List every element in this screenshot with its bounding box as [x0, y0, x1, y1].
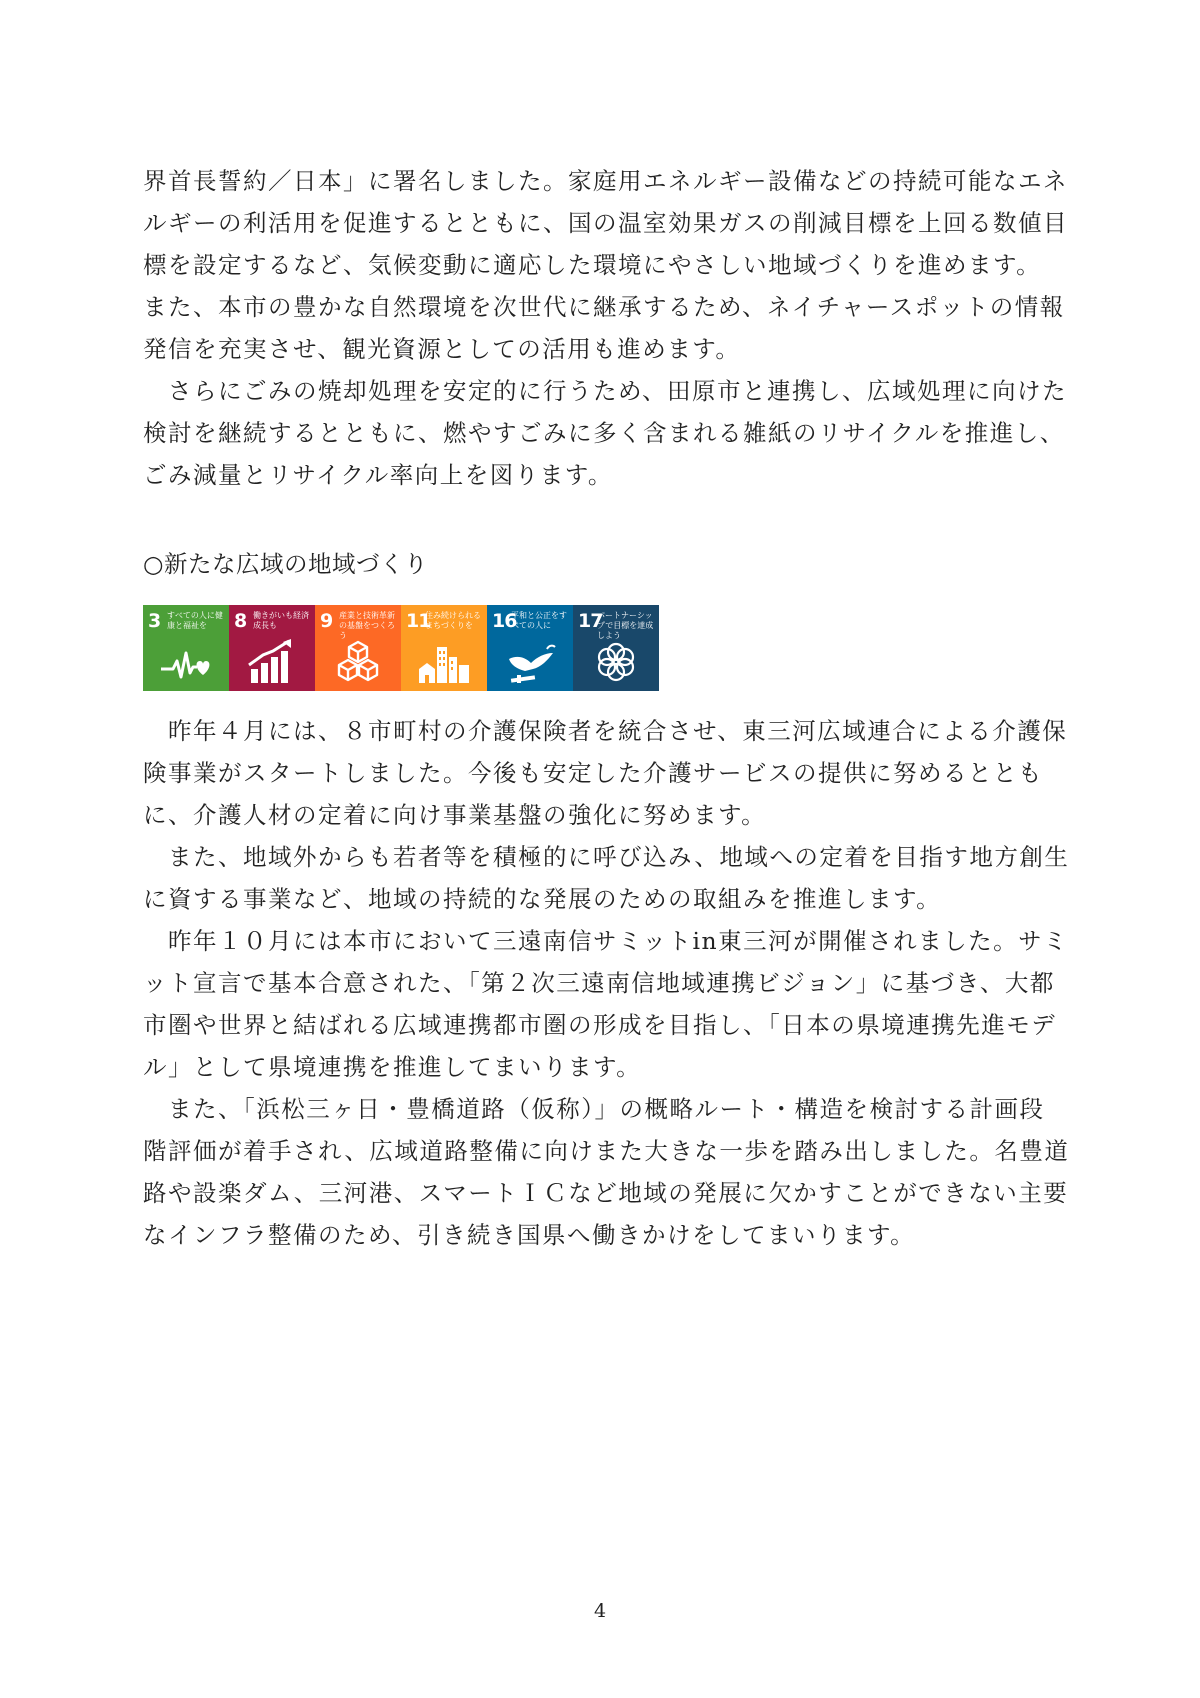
sdg-goal-number: 17	[578, 610, 603, 632]
section-heading: ○新たな広域の地域づくり	[143, 550, 429, 578]
peace-dove-icon	[503, 639, 557, 685]
industry-cubes-icon	[331, 639, 385, 685]
sdg-goal-8-tile	[229, 605, 315, 691]
text-line: 険事業がスタートしました。今後も安定した介護サービスの提供に努めるととも	[143, 759, 1043, 787]
paragraph-block-regional	[143, 710, 1068, 1256]
text-line: また、本市の豊かな自然環境を次世代に継承するため、ネイチャースポットの情報	[143, 293, 1065, 321]
text-line: ル」として県境連携を推進してまいります。	[143, 1053, 642, 1081]
text-line: なインフラ整備のため、引き続き国県へ働きかけをしてまいります。	[143, 1221, 916, 1249]
text-line: また、「浜松三ヶ日・豊橋道路（仮称）」の概略ルート・構造を検討する計画段	[143, 1095, 1045, 1123]
text-line: 発信を充実させ、観光資源としての活用も進めます。	[143, 335, 741, 363]
sdg-goal-9-tile	[315, 605, 401, 691]
sdg-goal-number: 16	[492, 610, 517, 632]
text-line: 路や設楽ダム、三河港、スマートＩＣなど地域の発展に欠かすことができない主要	[143, 1179, 1069, 1207]
text-line: ルギーの利活用を促進するとともに、国の温室効果ガスの削減目標を上回る数値目	[143, 209, 1068, 237]
text-line: 標を設定するなど、気候変動に適応した環境にやさしい地域づくりを進めます。	[143, 251, 1042, 279]
growth-chart-icon	[245, 639, 299, 685]
sdg-goal-11-tile	[401, 605, 487, 691]
sdg-goal-number: 9	[320, 610, 333, 632]
text-line: さらにごみの焼却処理を安定的に行うため、田原市と連携し、広域処理に向けた	[143, 377, 1068, 405]
sdg-goal-title: 働きがいも経済成長も	[253, 611, 309, 630]
sdg-goal-17-tile	[573, 605, 659, 691]
sdg-goal-3-tile	[143, 605, 229, 691]
sdg-goal-title: 産業と技術革新の基盤をつくろう	[339, 611, 395, 640]
sdg-goal-number: 11	[406, 610, 431, 632]
text-line: 検討を継続するとともに、燃やすごみに多く含まれる雑紙のリサイクルを推進し、	[143, 419, 1065, 447]
text-line: ット宣言で基本合意された、「第２次三遠南信地域連携ビジョン」に基づき、大都	[143, 969, 1055, 997]
sdg-goal-16-tile	[487, 605, 573, 691]
text-line: 階評価が着手され、広域道路整備に向けまた大きな一歩を踏み出しました。名豊道	[143, 1137, 1070, 1165]
sdg-icon-row	[143, 605, 659, 691]
city-buildings-icon	[417, 639, 471, 685]
page-number: 4	[593, 1600, 607, 1622]
text-line: 市圏や世界と結ばれる広域連携都市圏の形成を目指し、「日本の県境連携先進モデ	[143, 1011, 1057, 1039]
sdg-goal-number: 8	[234, 610, 247, 632]
text-line: 昨年４月には、８市町村の介護保険者を統合させ、東三河広域連合による介護保	[143, 717, 1068, 745]
paragraph-block-environment	[143, 160, 1068, 496]
sdg-goal-title: パートナーシップで目標を達成しよう	[597, 611, 654, 640]
sdg-goal-title: 平和と公正をすべての人に	[511, 611, 567, 630]
sdg-goal-title: 住み続けられるまちづくりを	[425, 611, 481, 630]
text-line: 昨年１０月には本市において三遠南信サミットin東三河が開催されました。サミ	[143, 927, 1069, 955]
text-line: に資する事業など、地域の持続的な発展のための取組みを推進します。	[143, 885, 942, 913]
text-line: に、介護人材の定着に向け事業基盤の強化に努めます。	[143, 801, 767, 829]
text-line: 界首長誓約／日本」に署名しました。家庭用エネルギー設備などの持続可能なエネ	[143, 167, 1068, 195]
sdg-goal-title: すべての人に健康と福祉を	[167, 611, 223, 630]
text-line: ごみ減量とリサイクル率向上を図ります。	[143, 461, 613, 489]
partnership-rings-icon	[589, 639, 643, 685]
health-heartbeat-icon	[159, 639, 213, 685]
text-line: また、地域外からも若者等を積極的に呼び込み、地域への定着を目指す地方創生	[143, 843, 1070, 871]
sdg-goal-number: 3	[148, 610, 161, 632]
